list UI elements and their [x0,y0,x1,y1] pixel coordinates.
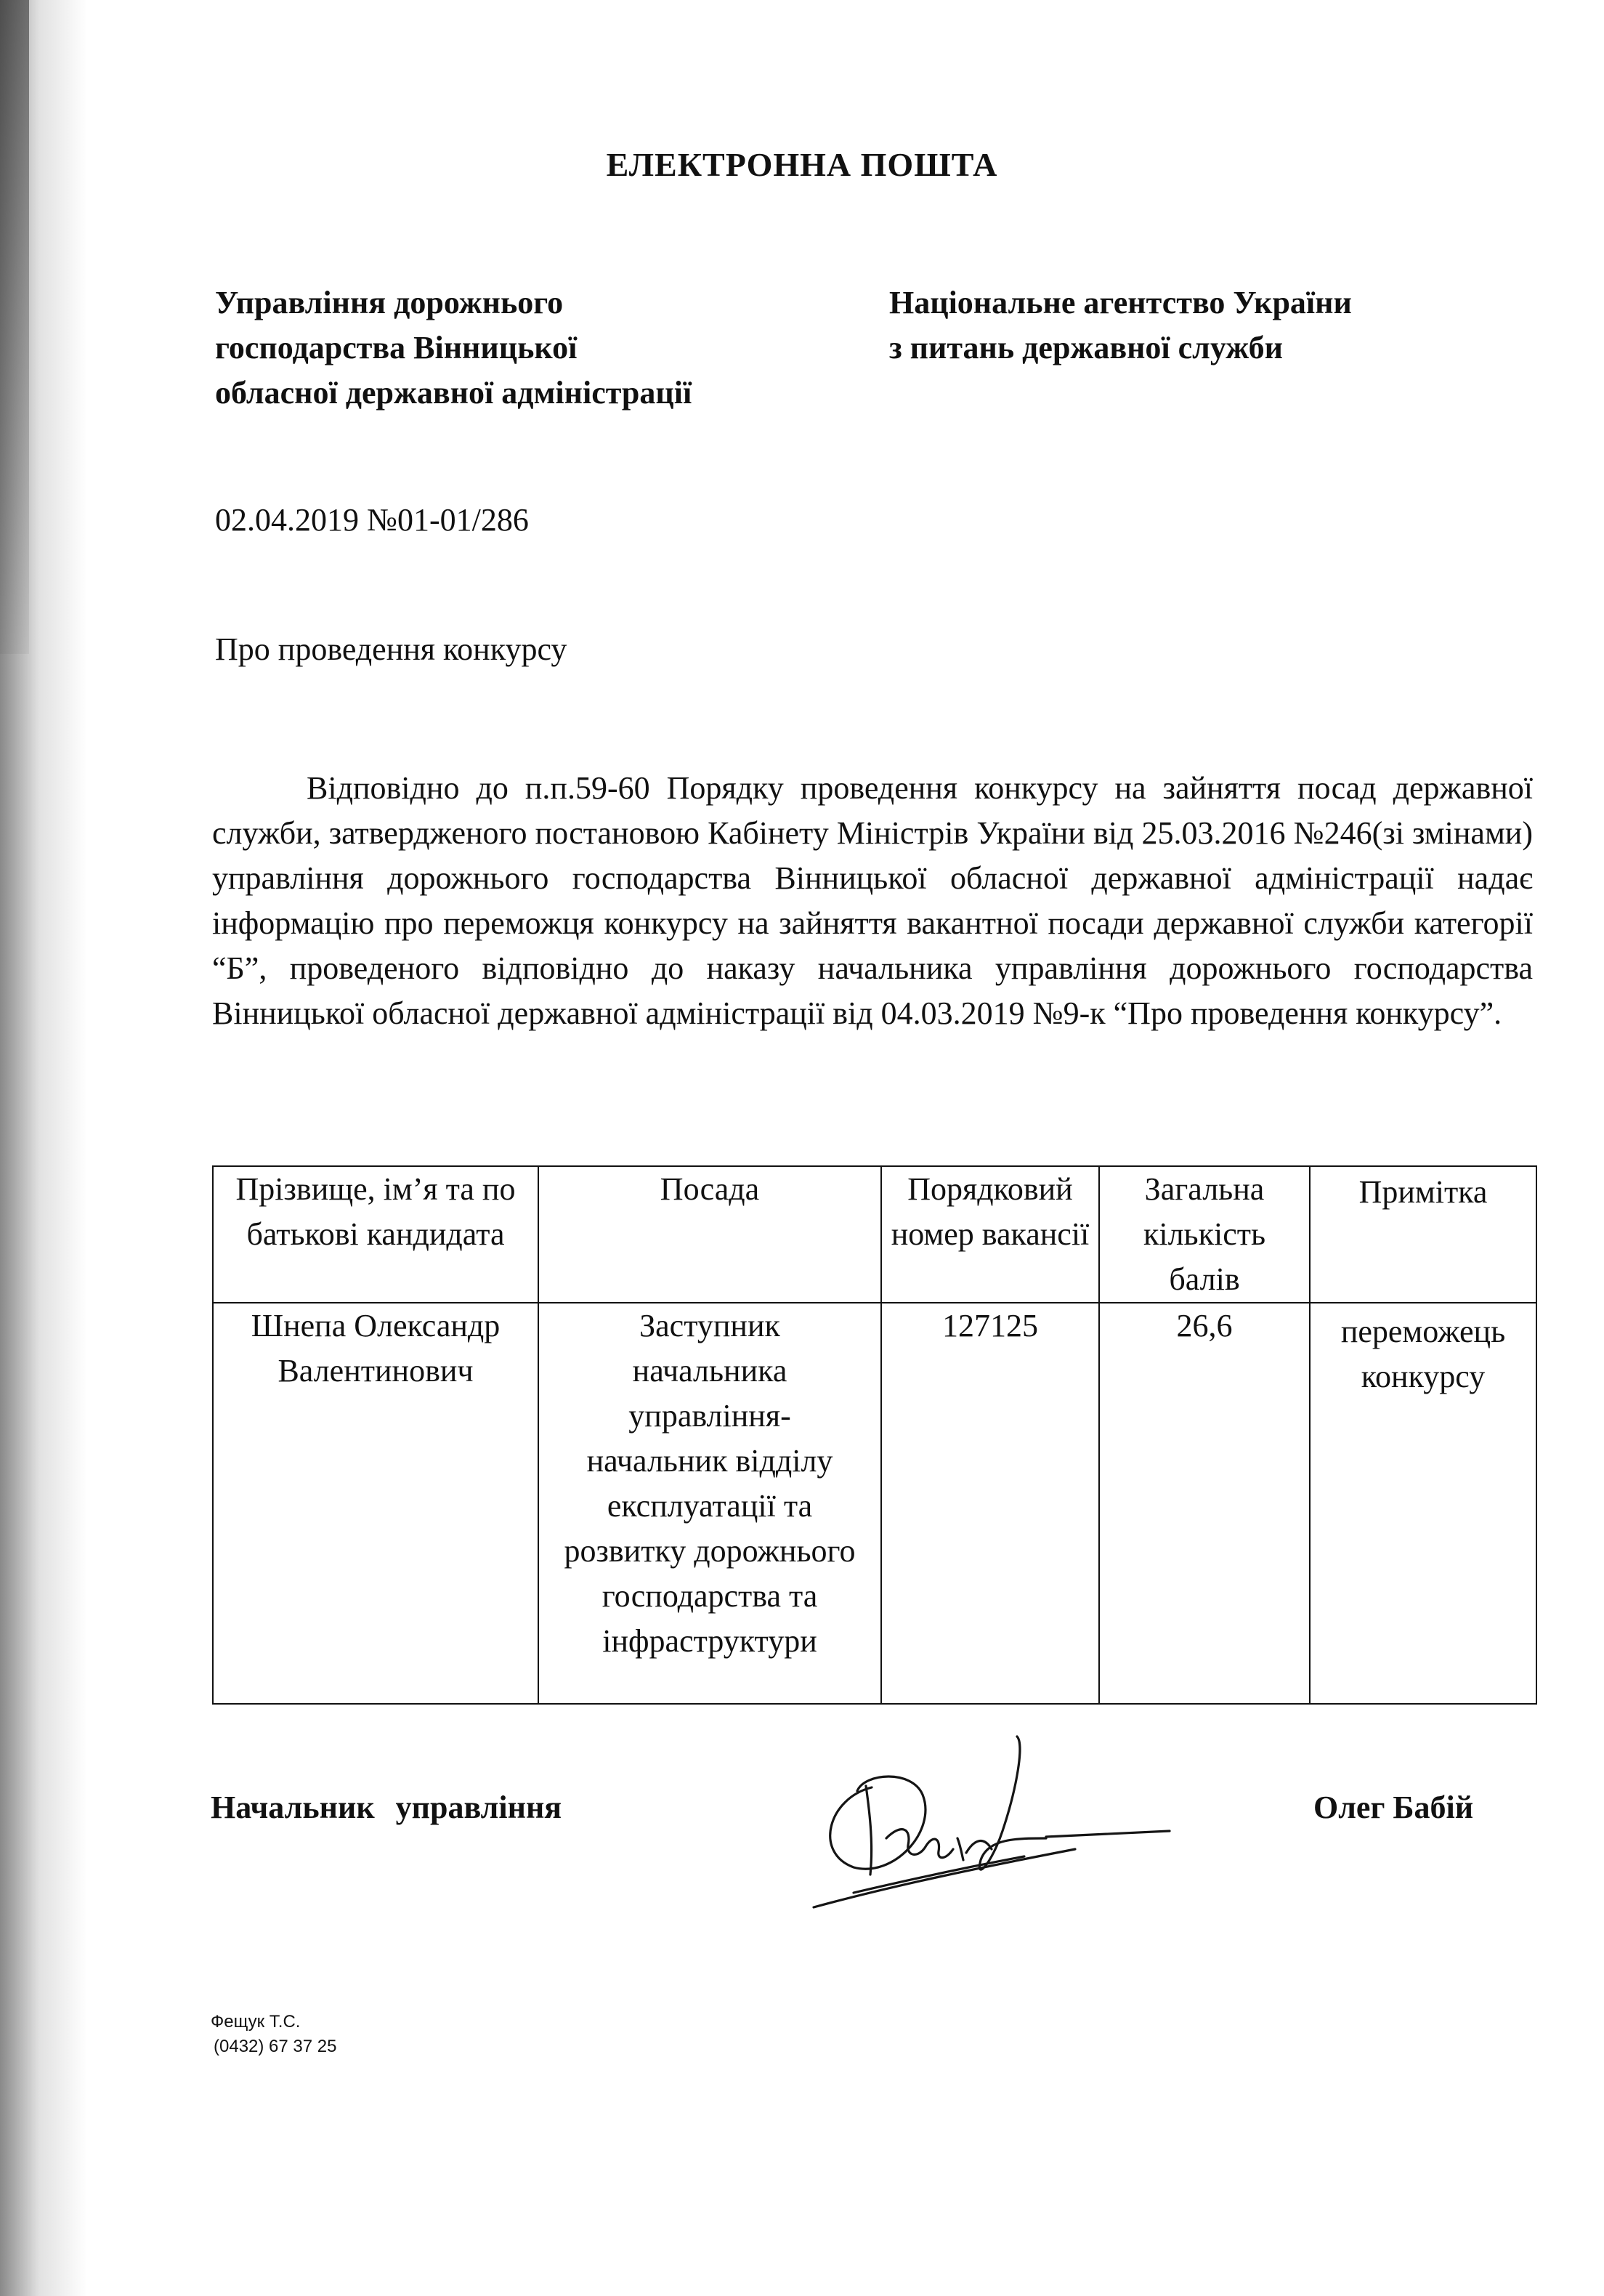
executor-info [211,2010,336,2059]
header-cell-vacancy-number: Порядковий номер вакансії [881,1166,1099,1303]
handwritten-signature [785,1729,1191,1911]
header-cell-total-score: Загальна кількість балів [1099,1166,1310,1303]
recipient-line: з питань державної служби [889,330,1283,365]
body-paragraph: Відповідно до п.п.59-60 Порядку проведення конкурсу на зайняття посад державної служби, затвердженого постановою Кабінету Міністрів України від 25.03.2016 №246(зі змінами) управління дорожнього господарства Вінницької обласної державної адміністрації надає інформацію про переможця конкурсу на зайняття вакантної посади державної служби категорії “Б”, проведеного відповідно до наказу начальника управління дорожнього господарства Вінницької обласної державної адміністрації від 04.03.2019 №9-к “Про проведення конкурсу”. [212,770,1533,1031]
subject-line: Про проведення конкурсу [215,631,567,667]
header-cell-position: Посада [538,1166,881,1303]
recipient-line: Національне агентство України [889,285,1352,320]
executor-name: Фещук Т.С. [211,2012,301,2032]
date-number: 02.04.2019 №01-01/286 [215,502,529,538]
results-table [212,1165,1537,1705]
signatory-name: Олег Бабій [1313,1790,1474,1825]
sender-line: господарства Вінницької [215,330,578,365]
document-title: ЕЛЕКТРОННА ПОШТА [606,146,998,183]
executor-phone: (0432) 67 37 25 [214,2037,337,2056]
sender-block [215,280,869,416]
signatory-position: Начальник управління [211,1790,562,1825]
header-cell-name: Прізвище, ім’я та по батькові кандидата [213,1166,538,1303]
header-cell-note: Примітка [1310,1166,1536,1303]
cell-position: Заступник начальника управління-начальник відділу експлуатації та розвитку дорожнього господарства та інфраструктури [538,1303,881,1704]
table-row [213,1303,1536,1704]
cell-candidate-name: Шнепа Олександр Валентинович [213,1303,538,1704]
table-header-row [213,1166,1536,1303]
cell-note: переможець конкурсу [1310,1303,1536,1704]
cell-total-score: 26,6 [1099,1303,1310,1704]
scan-shadow-corner [0,0,29,654]
recipient-block [889,280,1543,371]
cell-vacancy-number: 127125 [881,1303,1099,1704]
sender-line: обласної державної адміністрації [215,375,692,411]
sender-line: Управління дорожнього [215,285,564,320]
